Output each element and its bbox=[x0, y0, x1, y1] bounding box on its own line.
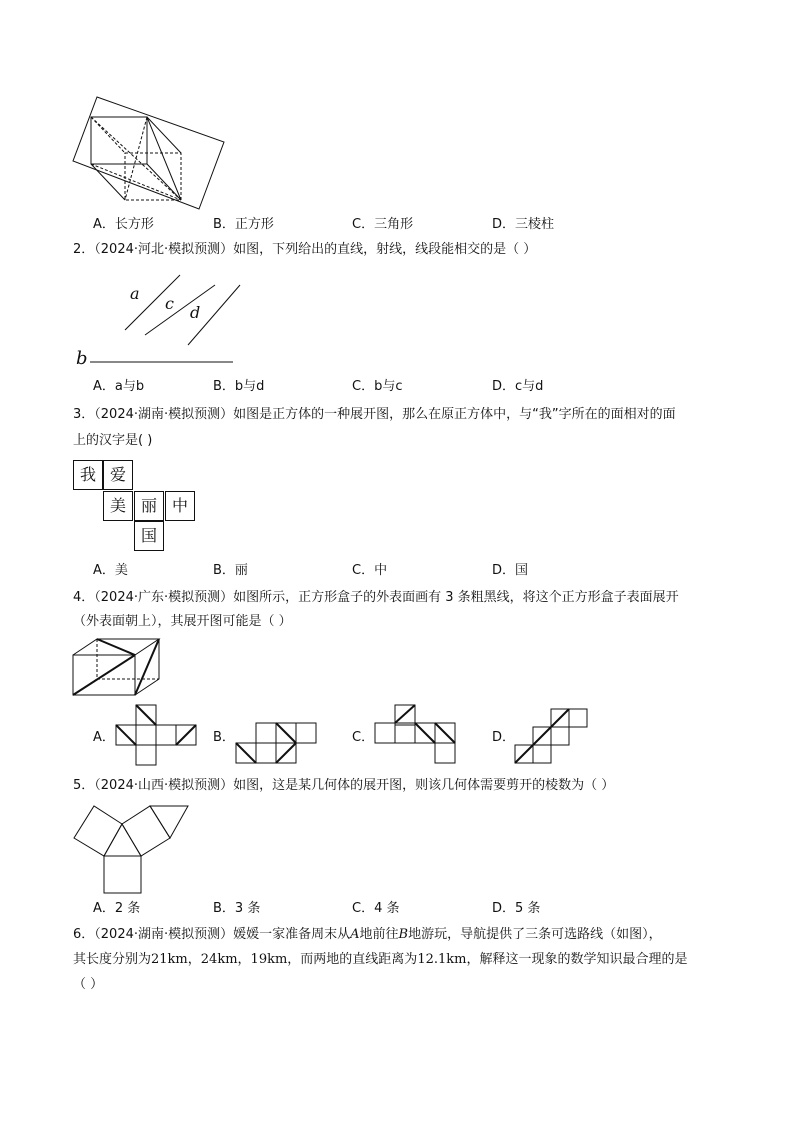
q3-option-d[interactable]: D．国 bbox=[492, 563, 529, 578]
q2-option-a-text: a与b bbox=[114, 379, 145, 394]
q6-distance-1: 21km bbox=[151, 952, 188, 967]
q6-distance-4: 12.1km bbox=[417, 952, 467, 967]
q5-option-b[interactable]: B．3 条 bbox=[213, 901, 261, 916]
q6-sep-1: ， bbox=[187, 952, 201, 967]
q6-line2-part-c: ，解释这一现象的数学知识最合理的是 bbox=[466, 952, 688, 967]
q5-option-c[interactable]: C．4 条 bbox=[352, 901, 400, 916]
q2-option-d-text: c与d bbox=[515, 379, 544, 394]
q2-label-d: d bbox=[190, 303, 201, 322]
q5-option-a[interactable]: A．2 条 bbox=[93, 901, 141, 916]
q2-label-a: a bbox=[130, 284, 140, 303]
q3-cell-li: 丽 bbox=[134, 491, 164, 521]
q4-option-a[interactable]: A． bbox=[93, 730, 115, 745]
q1-option-a-text: 长方形 bbox=[114, 217, 154, 232]
q5-option-c-text: 4 条 bbox=[374, 901, 400, 916]
q6-distance-3: 19km bbox=[250, 952, 288, 967]
q2-option-a[interactable]: A．a与b bbox=[93, 379, 145, 394]
q3-cell-ai: 爱 bbox=[103, 460, 133, 490]
q4-stem-line1: 4．（2024·广东·模拟预测）如图所示，正方形盒子的外表面画有 3 条粗黑线，将这个正方形盒子表面展开 bbox=[73, 590, 679, 605]
q6-line2 bbox=[73, 950, 687, 970]
q2-label-b: b bbox=[76, 348, 88, 369]
q4-option-d[interactable]: D． bbox=[492, 730, 516, 745]
q6-line1-part-b: 地前往 bbox=[359, 927, 399, 942]
q3-cell-wo: 我 bbox=[73, 460, 103, 490]
q1-option-b[interactable]: B．正方形 bbox=[213, 217, 274, 232]
q3-cell-guo: 国 bbox=[134, 521, 164, 551]
q6-distance-2: 24km bbox=[200, 952, 238, 967]
q2-label-c: c bbox=[165, 294, 174, 313]
q3-stem-line1: 3．（2024·湖南·模拟预测）如图是正方体的一种展开图，那么在原正方体中，与“我”字所在的面相对的面 bbox=[73, 407, 676, 422]
q6-line2-part-b: ，而两地的直线距离为 bbox=[287, 952, 418, 967]
q1-option-b-text: 正方形 bbox=[234, 217, 274, 232]
q6-point-b: B bbox=[398, 927, 409, 942]
q2-option-d[interactable]: D．c与d bbox=[492, 379, 544, 394]
q5-option-a-text: 2 条 bbox=[114, 901, 141, 916]
q3-option-c[interactable]: C．中 bbox=[352, 563, 388, 578]
q3-option-d-text: 国 bbox=[515, 563, 529, 578]
q4-stem-line2: （外表面朝上），其展开图可能是（ ） bbox=[73, 614, 292, 629]
q6-point-a: A bbox=[350, 927, 360, 942]
q6-line1 bbox=[73, 925, 662, 945]
q5-stem: 5．（2024·山西·模拟预测）如图，这是某几何体的展开图，则该几何体需要剪开的棱数为（ ） bbox=[73, 778, 615, 793]
q3-option-b-text: 丽 bbox=[234, 563, 248, 578]
q5-option-b-text: 3 条 bbox=[234, 901, 261, 916]
q3-option-b[interactable]: B．丽 bbox=[213, 563, 248, 578]
q6-line2-part-a: 其长度分别为 bbox=[73, 952, 152, 967]
q3-option-a-text: 美 bbox=[114, 563, 128, 578]
q6-line3: （ ） bbox=[73, 977, 104, 992]
q2-stem: 2．（2024·河北·模拟预测）如图，下列给出的直线，射线，线段能相交的是（ ） bbox=[73, 242, 537, 257]
q5-option-d-text: 5 条 bbox=[515, 901, 541, 916]
q1-option-d-text: 三棱柱 bbox=[515, 217, 555, 232]
q2-option-b-text: b与d bbox=[234, 379, 265, 394]
q6-sep-2: ， bbox=[237, 952, 251, 967]
q1-option-c-text: 三角形 bbox=[374, 217, 414, 232]
q4-option-b[interactable]: B． bbox=[213, 730, 235, 745]
q3-option-a[interactable]: A．美 bbox=[93, 563, 128, 578]
q6-line1-part-c: 地游玩，导航提供了三条可选路线（如图）， bbox=[408, 927, 662, 942]
q1-option-d[interactable]: D．三棱柱 bbox=[492, 217, 555, 232]
q4-option-c[interactable]: C． bbox=[352, 730, 375, 745]
q1-option-a[interactable]: A．长方形 bbox=[93, 217, 154, 232]
q3-stem-line2: 上的汉字是( ) bbox=[73, 433, 153, 448]
q2-option-b[interactable]: B．b与d bbox=[213, 379, 265, 394]
q1-option-c[interactable]: C．三角形 bbox=[352, 217, 414, 232]
q5-option-d[interactable]: D．5 条 bbox=[492, 901, 541, 916]
q2-option-c[interactable]: C．b与c bbox=[352, 379, 403, 394]
q3-option-c-text: 中 bbox=[374, 563, 388, 578]
q3-cell-mei: 美 bbox=[103, 491, 133, 521]
q3-cell-zhong: 中 bbox=[165, 491, 195, 521]
q2-option-c-text: b与c bbox=[374, 379, 403, 394]
q6-line1-part-a: 6．（2024·湖南·模拟预测）媛媛一家准备周末从 bbox=[73, 927, 351, 942]
